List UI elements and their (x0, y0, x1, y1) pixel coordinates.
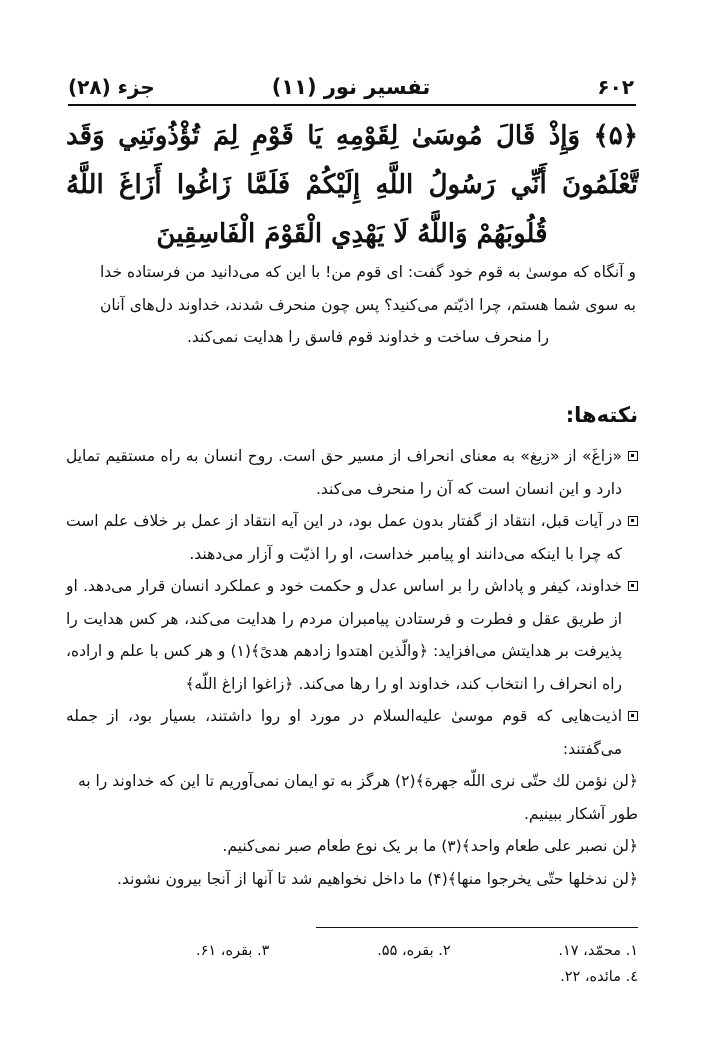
footnote-2: ۲. بقره، ۵۵. (377, 943, 451, 959)
bullet-square-icon (628, 711, 638, 721)
page-header (68, 74, 634, 100)
footnote-row (196, 938, 638, 964)
footnote-3: ۳. بقره، ۶۱. (196, 943, 270, 959)
footnotes (196, 938, 638, 990)
note-text: «زاغَ» از «زیغ» به معنای انحراف از مسیر حق است. روح انسان به راه مستقیم تمایل دارد و این انسان است که آن را منحرف می‌کند. (66, 447, 622, 498)
bullet-square-icon (628, 451, 638, 461)
note-text: خداوند، کیفر و پاداش را بر اساس عدل و حکمت خود و عملکرد انسان قرار می‌دهد. او از طریق عقل و فطرت و فرستادن پیامبران مردم را هدایت می‌کند، هر کس هدایت را پذیرفت بر هدایتش می‌افزاید: ﴿والّذین اهتدوا زادهم هدیً﴾(۱) و هر کس با علم و اراده، راه انحراف را انتخاب کند، خداوند او را رها می‌کند. ﴿زاغوا ازاغ اللّه﴾ (66, 577, 623, 693)
note-item (66, 570, 638, 700)
note-item (66, 440, 638, 505)
bullet-square-icon (628, 516, 638, 526)
page-number: ۶۰۲ (597, 75, 634, 99)
bullet-square-icon (628, 581, 638, 591)
section-title: نکته‌ها: (565, 403, 638, 427)
verse-translation: و آنگاه که موسیٰ به قوم خود گفت: ای قوم من! با این که می‌دانید من فرستاده خدا به سوی شما هستم، چرا اذیّتم می‌کنید؟ پس چون منحرف شدند، خداوند دل‌های آنان را منحرف ساخت و خداوند قوم فاسق را هدایت نمی‌کند. (100, 263, 636, 346)
part-label: جزء (۲۸) (68, 75, 155, 99)
notes-list (66, 440, 638, 895)
note-text: در آیات قبل، انتقاد از گفتار بدون عمل بود، در این آیه انتقاد از عمل بر خلاف علم است که چرا با اینکه می‌دانند او پیامبر خداست، او را اذیّت و آزار می‌دهند. (66, 512, 622, 563)
quote-line: ﴿لن نصبر علی طعام واحد﴾(۳) ما بر یک نوع طعام صبر نمی‌کنیم. (222, 837, 638, 855)
note-item (66, 505, 638, 570)
header-divider (68, 104, 636, 106)
footnote-divider (316, 927, 638, 928)
quote-line: ﴿لن ندخلها حتّی یخرجوا منها﴾(۴) ما داخل نخواهیم شد تا آنها از آنجا بیرون نشوند. (117, 869, 638, 888)
book-title: تفسیر نور (۱۱) (271, 75, 431, 99)
footnote-1: ۱. محمّد، ۱۷. (558, 943, 638, 959)
note-text: اذیت‌هایی که قوم موسیٰ علیه‌السلام در مورد او روا داشتند، بسیار بود، از جمله می‌گفتند: (66, 707, 622, 758)
note-item (66, 700, 638, 765)
quote-line: ﴿لن نؤمن لك حتّی نری اللّه جهرة﴾(۲) هرگز به تو ایمان نمی‌آوریم تا این که خداوند را به طور آشکار ببینیم. (77, 772, 638, 823)
quran-verse: ﴿۵﴾ وَإِذْ قَالَ مُوسَىٰ لِقَوْمِهِ يَا قَوْمِ لِمَ تُؤْذُونَنِي وَقَد تَّعْلَمُونَ أَنِّي رَسُولُ اللَّهِ إِلَيْكُمْ فَلَمَّا زَاغُوا أَزَاغَ اللَّهُ قُلُوبَهُمْ وَاللَّهُ لَا يَهْدِي الْقَوْمَ الْفَاسِقِينَ (66, 121, 638, 249)
footnote-4: ٤. مائده، ۲۲. (560, 969, 638, 985)
footnote-row (196, 964, 638, 990)
